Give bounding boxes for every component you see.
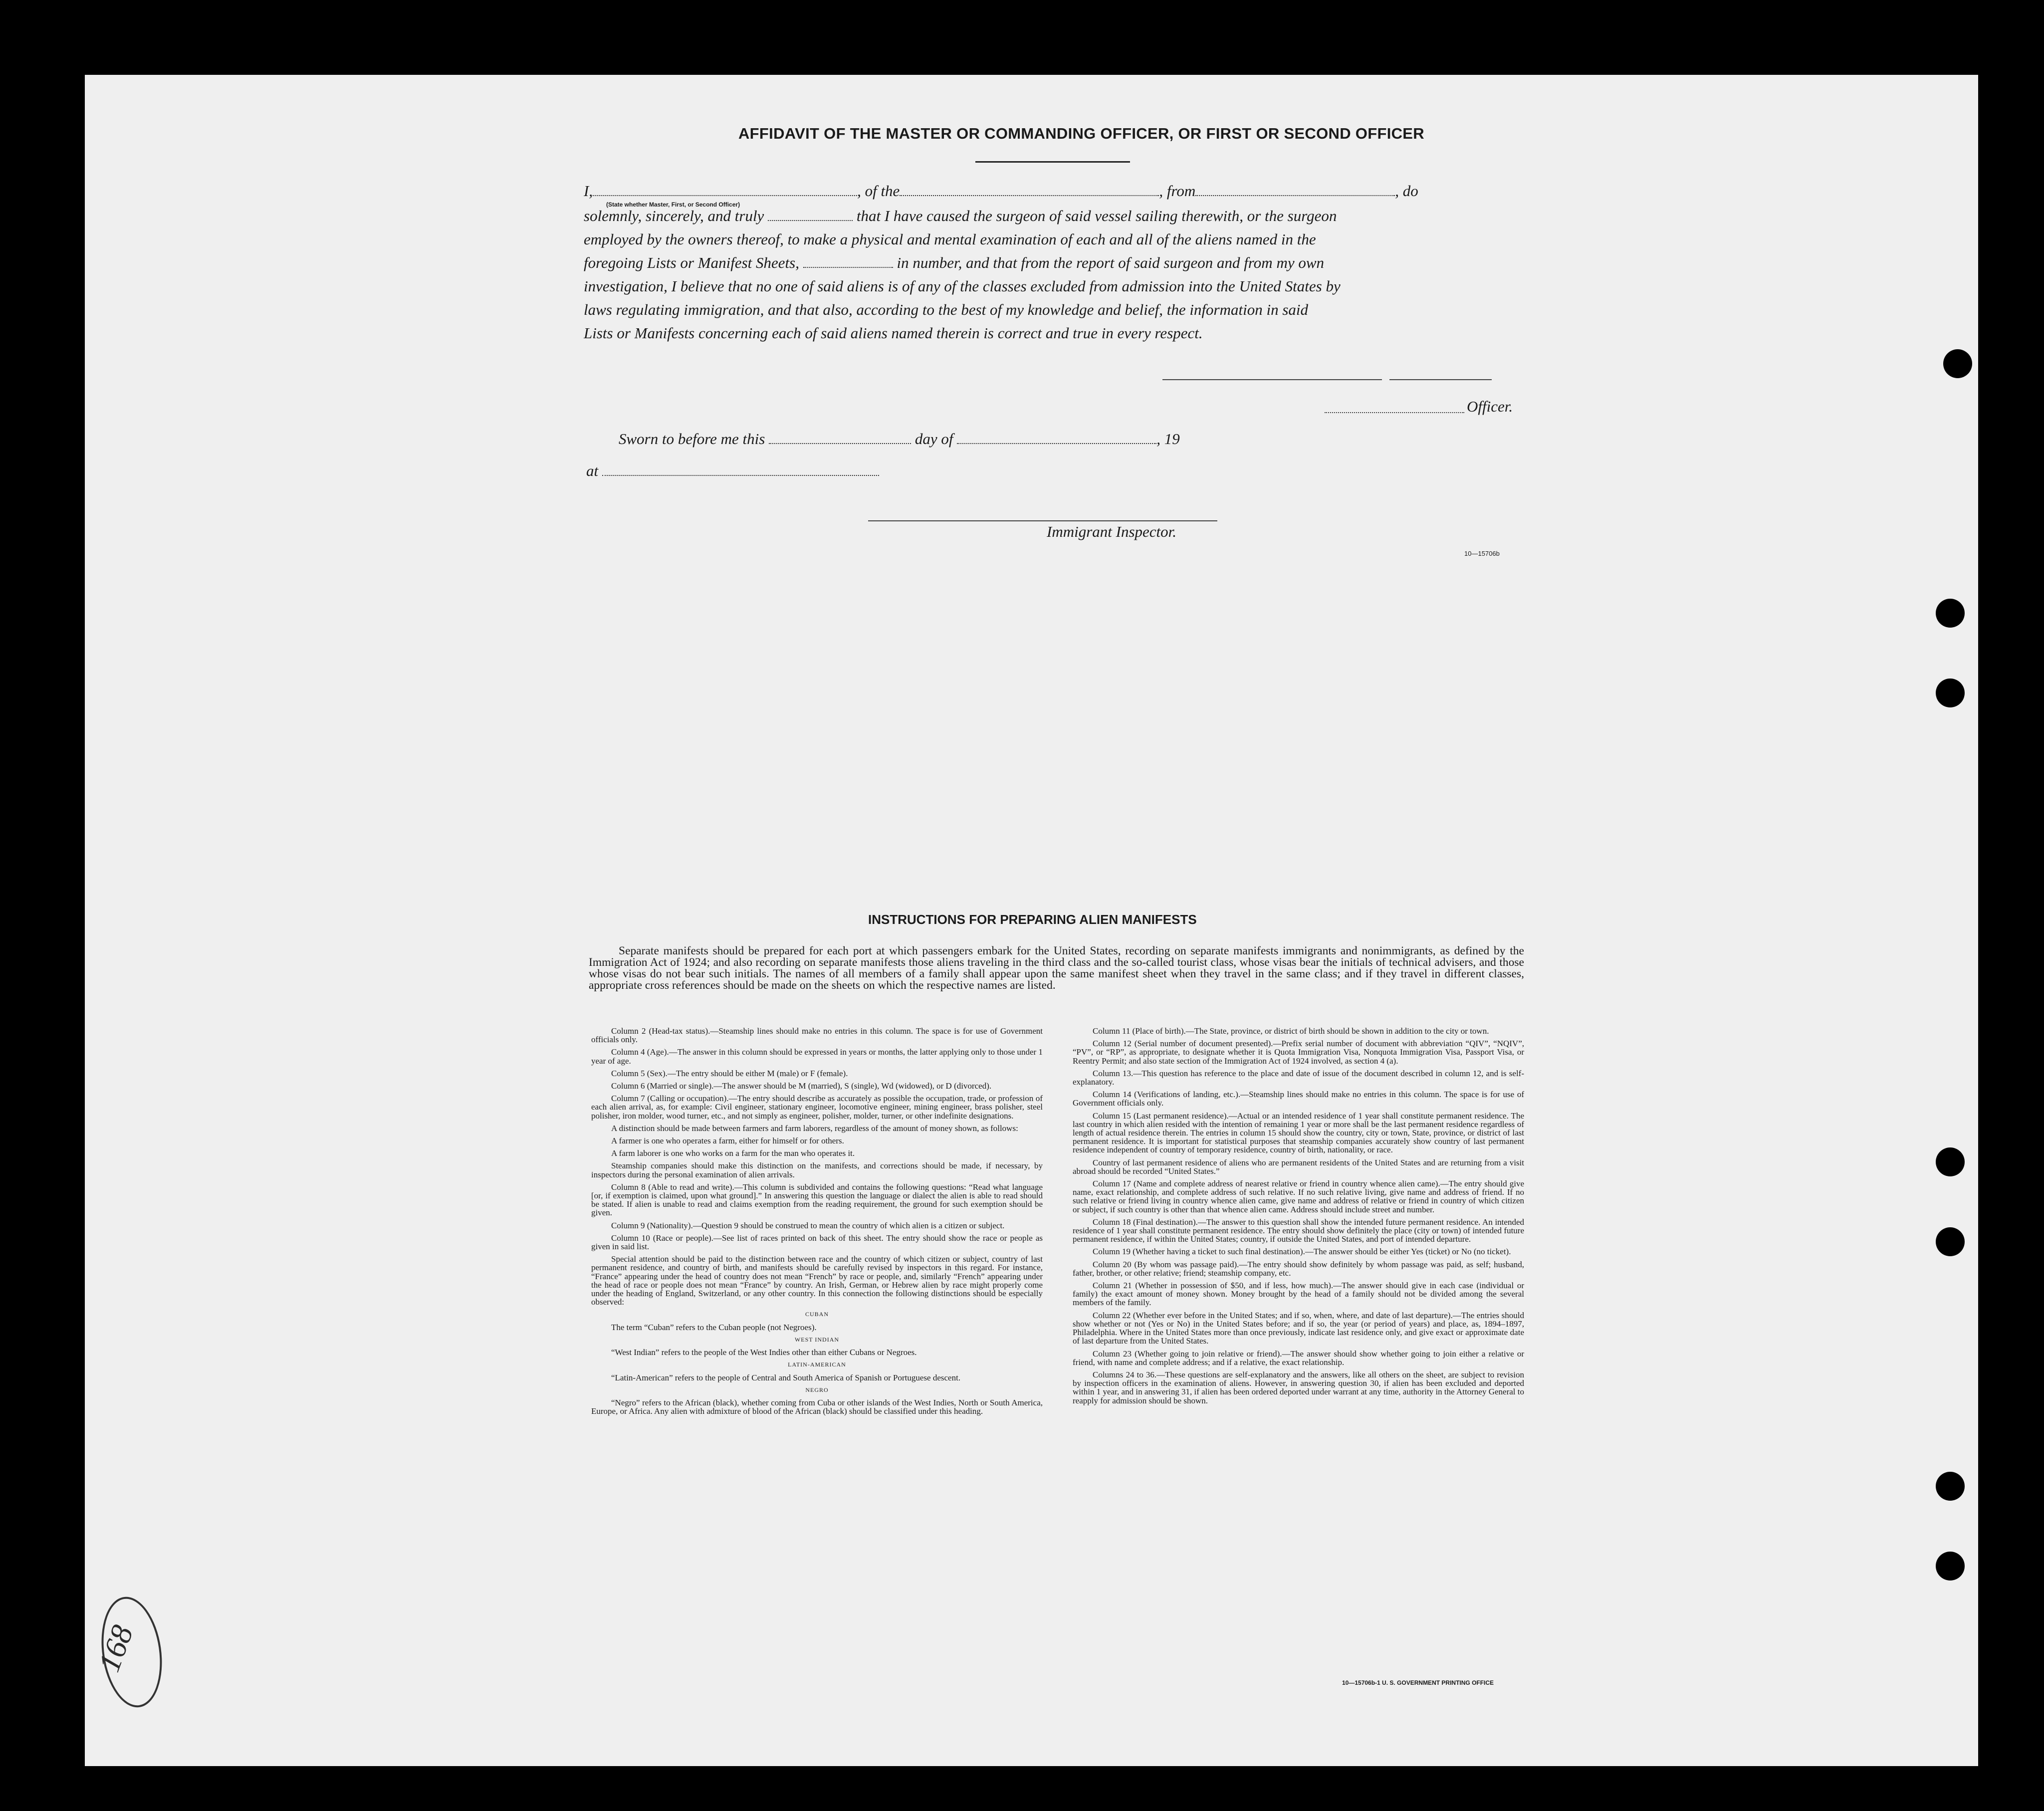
instructions-right-column [1073,1027,1524,1409]
instruction-paragraph: Column 5 (Sex).—The entry should be either M (male) or F (female). [611,1068,848,1078]
binder-hole [1936,1147,1965,1176]
signature-line[interactable] [1389,379,1492,380]
instruction-paragraph: Column 10 (Race or people).—See list of races printed on back of this sheet. The entry should show the race or people as given in said list. [591,1233,1043,1252]
instruction-paragraph: Special attention should be paid to the distinction between race and the country of which citizen or subject, country of last permanent residence, and country of birth, and manifests should be carefully revised by inspectors in this regard. For instance, “France” appearing under the head of country does not mean “French” by race or people, and, similarly “French” appearing under the head of race or people does not mean “France” by country. An Irish, German, or Hebrew alien by race might properly come under the heading of England, Switzerland, or any other country. In this connection the following distinctions should be especially observed: [591,1254,1043,1307]
binder-hole [1943,349,1972,378]
instruction-paragraph: Column 13.—This question has reference to the place and date of issue of the document described in column 12, and is self-explanatory. [1073,1068,1524,1087]
instruction-paragraph: Column 21 (Whether in possession of $50, and if less, how much).—The answer should give in each case (individual or family) the exact amount of money shown. Money brought by the head of a family should not be divided among the several members of the family. [1073,1281,1524,1308]
port-blank[interactable] [1195,195,1395,196]
count-blank[interactable] [803,267,893,268]
instruction-paragraph: Column 2 (Head-tax status).—Steamship lines should make no entries in this column. The space is for use of Government officials only. [591,1026,1043,1045]
binder-hole [1936,1472,1965,1501]
instruction-paragraph: A farmer is one who operates a farm, either for himself or for others. [611,1136,844,1146]
vessel-blank[interactable] [900,195,1159,196]
instruction-paragraph: Column 4 (Age).—The answer in this column should be expressed in years or months, the latter applying only to those under 1 year of age. [591,1047,1043,1066]
officer-label: Officer. [1467,398,1513,415]
instruction-paragraph: Column 17 (Name and complete address of nearest relative or friend in country whence alien came).—The entry should give name, exact relationship, and complete address of such relative. If no such relative living, give name and address of friend. If no such relative or friend living in country whence alien came, give name and address of relative or friend in country of which citizen or subject, if such country is other than that whence alien came. Address should include street and number. [1073,1179,1524,1214]
heading-west-indian: WEST INDIAN [794,1336,840,1343]
instruction-paragraph: A distinction should be made between farmers and farm laborers, regardless of the amount of money shown, as follows: [611,1123,1018,1133]
instruction-paragraph: Column 15 (Last permanent residence).—Actual or an intended residence of 1 year shall constitute permanent residence. The last country in which alien resided with the intention of remaining 1 year or more shall be the last permanent residence regardless of length of actual residence therein. The entries in column 15 should show the country, city or town, State, province, or district of last permanent residence. It is important for statistical purposes that steamship companies accurately show country of last permanent residence independent of country of temporary residence, country of birth, nationality, or race. [1073,1111,1524,1155]
title-rule [975,161,1130,163]
definition-west-indian: “West Indian” refers to the people of the West Indies other than either Cubans or Negroes. [611,1348,917,1358]
signature-line[interactable] [1162,379,1382,380]
instruction-paragraph: Column 20 (By whom was passage paid).—The entry should show definitely by whom passage was paid, as self; husband, father, brother, or other relative; friend; steamship company, etc. [1073,1259,1524,1278]
instructions-title: INSTRUCTIONS FOR PREPARING ALIEN MANIFESTS [868,912,1197,927]
sworn-day-blank[interactable] [769,443,911,444]
instruction-paragraph: Column 9 (Nationality).—Question 9 should be construed to mean the country of which alien is a citizen or subject. [611,1220,1005,1230]
officer-note: (State whether Master, First, or Second Officer) [606,201,740,208]
instruction-paragraph: Column 19 (Whether having a ticket to such final destination).—The answer should be either Yes (ticket) or No (no ticket). [1093,1247,1511,1257]
affidavit-line-4: foregoing Lists or Manifest Sheets, in number, and that from the report of said surgeon and from my own [584,254,1325,271]
instruction-paragraph: Column 18 (Final destination).—The answer to this question shall show the intended future permanent residence. An intended residence of 1 year shall constitute permanent residence. The entry should show definitely the place (city or town) of intended future permanent residence, if within the United States; country, if outside the United States, and port of intended departure. [1073,1217,1524,1244]
affidavit-line-6: laws regulating immigration, and that also, according to the best of my knowledge and belief, the information in said [584,301,1309,318]
instruction-paragraph: Column 23 (Whether going to join relative or friend).—The answer should show whether going to join either a relative or friend, with name and complete address; and if a relative, the exact relationship. [1073,1349,1524,1367]
rank-blank[interactable] [768,220,853,221]
instruction-paragraph: Column 22 (Whether ever before in the United States; and if so, when, where, and date of last departure).—The entries should show whether or not (Yes or No) in the United States before; and if so, the year (or period of years) and place, as, 1894–1897, Philadelphia. Where in the United States more than once previously, indicate last residence only, and give exact or approximate date of last departure from the United States. [1073,1310,1524,1346]
affidavit-line-3: employed by the owners thereof, to make a physical and mental examination of each and all of the aliens named in the [584,230,1316,248]
officer-signature-line[interactable] [1325,412,1464,413]
sworn-month-blank[interactable] [957,443,1156,444]
instruction-paragraph: A farm laborer is one who works on a farm for the man who operates it. [611,1148,855,1158]
printing-office-footer: 10—15706b-1 U. S. GOVERNMENT PRINTING OFFICE [1342,1679,1494,1686]
inspector-signature-line[interactable] [868,520,1217,521]
affidavit-title: AFFIDAVIT OF THE MASTER OR COMMANDING OFFICER, OR FIRST OR SECOND OFFICER [738,125,1424,142]
binder-hole [1936,1552,1965,1581]
definition-latin-american: “Latin-American” refers to the people of Central and South America of Spanish or Portuguese descent. [611,1372,961,1382]
instructions-left-column [591,1027,1043,1419]
definition-negro: “Negro” refers to the African (black), whether coming from Cuba or other islands of the West Indies, North or South America, Europe, or Africa. Any alien with admixture of blood of the African (black) should be classified under this heading. [591,1397,1043,1416]
heading-negro: NEGRO [805,1386,829,1393]
instruction-paragraph: Column 14 (Verifications of landing, etc.).—Steamship lines should make no entries in this column. The space is for use of Government officials only. [1073,1090,1524,1108]
binder-hole [1936,1227,1965,1256]
affidavit-line-7: Lists or Manifests concerning each of said aliens named therein is correct and true in every respect. [584,324,1203,342]
instruction-paragraph: Columns 24 to 36.—These questions are self-explanatory and the answers, like all others on the sheet, are subject to revision by inspection officers in the examination of aliens. However, in answering question 30, if alien has been excluded and deported within 1 year, and in answering 31, if alien has been ordered deported under warrant at any time, authority in the Attorney General to reapply for admission should be shown. [1073,1369,1524,1405]
handwritten-page-number: 168 [92,1620,140,1676]
instruction-paragraph: Column 12 (Serial number of document presented).—Prefix serial number of document with abbreviation “QIV”, “NQIV”, “PV”, or “RP”, as appropriate, to designate whether it is Quota Immigration Visa, Nonquota Immigration Visa, Passport Visa, or Reentry Permit; and also state section of the Immigration Act of 1924 involved, as section 4 (a). [1073,1039,1524,1066]
instructions-intro: Separate manifests should be prepared for each port at which passengers embark for the United States, recording on separate manifests immigrants and nonimmigrants, as defined by the Immigration Act of 1924; and also recording on separate manifests those aliens traveling in the third class and the so-called tourist class, whose visas bear the initials of technical advisers, and those whose visas do not bear such initials. The names of all members of a family shall appear upon the same manifest sheet when they travel in the same class; and if they travel in different classes, appropriate cross references should be made on the sheets on which the respective names are listed. [589,944,1524,992]
instruction-paragraph: Steamship companies should make this distinction on the manifests, and corrections should be made, if necessary, by inspectors during the personal examination of alien arrivals. [591,1161,1043,1179]
inspector-label: Immigrant Inspector. [1047,523,1177,540]
definition-cuban: The term “Cuban” refers to the Cuban people (not Negroes). [611,1322,817,1332]
place-blank[interactable] [602,475,879,476]
affidavit-line-1: I, , of the , from , do [584,182,1418,200]
affidavit-line-5: investigation, I believe that no one of said aliens is of any of the classes excluded from admission into the United States by [584,277,1341,295]
at-line: at [586,462,1524,480]
affidavit-line-2: solemnly, sincerely, and truly that I have caused the surgeon of said vessel sailing therewith, or the surgeon [584,207,1337,225]
instruction-paragraph: Column 8 (Able to read and write).—This column is subdivided and contains the following questions: “Read what language [or, if exemption is claimed, upon what ground].” In answering this question the language or dialect the alien is able to read should be stated. If alien is unable to read and claims exemption from the reading requirement, the ground for such exemption should be given. [591,1182,1043,1218]
instruction-paragraph: Country of last permanent residence of aliens who are permanent residents of the United States and are returning from a visit abroad should be recorded “United States.” [1073,1157,1524,1176]
instruction-paragraph: Column 7 (Calling or occupation).—The entry should describe as accurately as possible the occupation, trade, or profession of each alien arrival, as, for example: Civil engineer, stationary engineer, locomotive engineer, mining engineer, brass polisher, steel polisher, iron molder, wood turner, etc., and not simply as engineer, polisher, molder, turner, or other indefinite designations. [591,1094,1043,1121]
name-blank[interactable] [593,195,857,196]
heading-latin-american: LATIN-AMERICAN [788,1361,846,1368]
instruction-paragraph: Column 11 (Place of birth).—The State, province, or district of birth should be shown in addition to the city or town. [1093,1026,1489,1036]
binder-hole [1936,599,1965,628]
heading-cuban: CUBAN [805,1311,829,1318]
binder-hole [1936,679,1965,707]
sworn-line: Sworn to before me this day of , 19 [619,430,1180,448]
form-number: 10—15706b [1464,550,1500,557]
instruction-paragraph: Column 6 (Married or single).—The answer should be M (married), S (single), Wd (widowed), or D (divorced). [611,1081,992,1091]
